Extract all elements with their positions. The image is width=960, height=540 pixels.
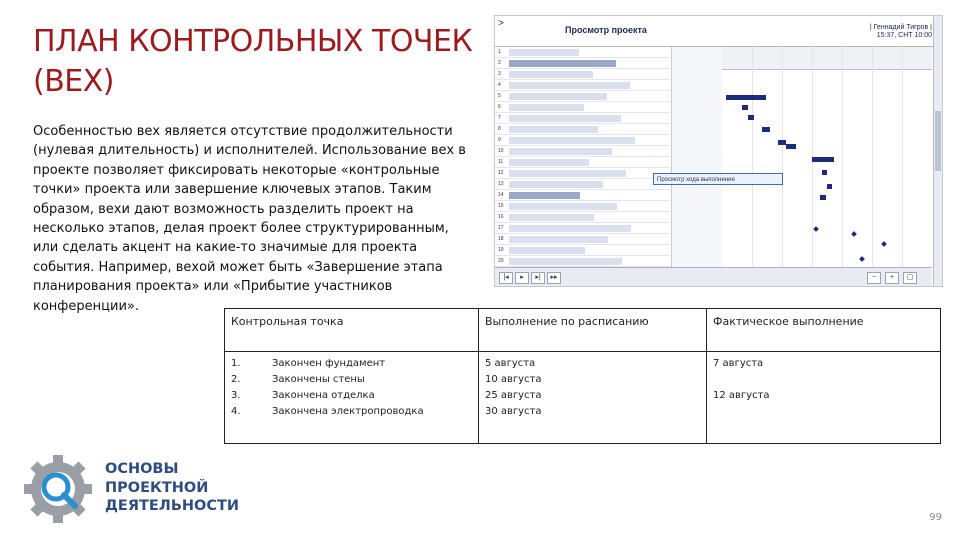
task-row[interactable] <box>495 135 670 146</box>
task-name-placeholder <box>509 192 580 199</box>
task-row[interactable] <box>495 47 670 58</box>
task-row[interactable] <box>495 80 670 91</box>
screenshot-user-info <box>852 24 932 40</box>
task-row-number: 13 <box>498 181 504 187</box>
gantt-bar <box>726 95 766 100</box>
actual-dates-cell <box>707 352 941 444</box>
task-row[interactable] <box>495 179 670 190</box>
screenshot-header <box>495 16 942 47</box>
logo-line-2: ПРОЕКТНОЙ <box>105 479 209 496</box>
task-row-number: 5 <box>498 93 501 99</box>
task-name-placeholder <box>509 71 593 78</box>
task-row[interactable] <box>495 58 670 69</box>
task-name-placeholder <box>509 93 607 100</box>
logo-line-1: ОСНОВЫ <box>105 461 179 477</box>
task-row[interactable] <box>495 256 670 267</box>
task-row-number: 7 <box>498 115 501 121</box>
screenshot-window-title: Просмотр проекта <box>565 25 647 35</box>
milestone-item <box>231 404 472 420</box>
gantt-milestone <box>813 226 819 232</box>
gear-tooth <box>53 455 63 467</box>
task-row-number: 11 <box>498 159 504 165</box>
task-row[interactable] <box>495 124 670 135</box>
actual-date: 12 августа <box>713 390 770 401</box>
scheduled-date: 30 августа <box>485 406 542 417</box>
task-name-placeholder <box>509 137 635 144</box>
first-page-icon[interactable]: |◂ <box>499 272 513 284</box>
header-actual: Фактическое выполнение <box>707 309 941 352</box>
slide-title: ПЛАН КОНТРОЛЬНЫХ ТОЧЕК (ВЕХ) <box>33 24 473 99</box>
slide-body-text: Особенностью вех является отсутствие продолжительности (нулевая длительность) и исполнителей. Использование вех в проекте позволяет фиксировать некоторые «контрольные точки» проекта или завершение ключевых этапов. Таким образом, вехи дают возможность разделить проект на несколько этапов, делая проект более структурированным, или сделать акцент на какие-то значимые для проекта события. Например, вехой может быть «Завершение этапа планирования проекта» или «Прибытие участников конференции». <box>33 124 466 314</box>
table-header-row <box>225 309 941 352</box>
task-name-placeholder <box>509 104 584 111</box>
task-row-number: 18 <box>498 236 504 242</box>
actual-date <box>713 372 934 388</box>
task-row[interactable] <box>495 212 670 223</box>
gantt-bar <box>827 184 832 189</box>
task-name-placeholder <box>509 203 617 210</box>
task-row-number: 16 <box>498 214 504 220</box>
screenshot-user-time: 15:37, СНТ 10:00 <box>876 32 932 39</box>
task-name-placeholder <box>509 236 608 243</box>
milestone-name: Закончен фундамент <box>272 358 386 369</box>
task-row[interactable] <box>495 69 670 80</box>
milestone-item <box>231 372 472 388</box>
task-row-number: 6 <box>498 104 501 110</box>
task-name-placeholder <box>509 258 622 265</box>
scheduled-dates-cell <box>479 352 707 444</box>
screenshot-bottom-toolbar <box>495 267 932 287</box>
task-row-number: 8 <box>498 126 501 132</box>
milestones-table <box>224 308 941 444</box>
zoom-in-icon[interactable]: + <box>885 272 899 284</box>
task-row-number: 4 <box>498 82 501 88</box>
header-milestone: Контрольная точка <box>225 309 479 352</box>
logo-text <box>105 460 305 516</box>
gantt-bar <box>742 105 748 110</box>
gantt-bar <box>822 170 827 175</box>
gantt-milestone <box>881 241 887 247</box>
task-row[interactable] <box>495 201 670 212</box>
task-row[interactable] <box>495 168 670 179</box>
task-name-placeholder <box>509 181 603 188</box>
task-row[interactable] <box>495 102 670 113</box>
scheduled-date: 25 августа <box>485 390 542 401</box>
milestone-number: 4. <box>231 406 241 417</box>
task-row-number: 17 <box>498 225 504 231</box>
task-row[interactable] <box>495 146 670 157</box>
play-icon[interactable]: ▸ <box>515 272 529 284</box>
task-name-placeholder <box>509 170 626 177</box>
gantt-milestone <box>851 231 857 237</box>
gantt-bar <box>820 195 826 200</box>
gantt-bar <box>748 115 754 120</box>
task-row-number: 10 <box>498 148 504 154</box>
task-row-number: 2 <box>498 60 501 66</box>
task-name-placeholder <box>509 214 594 221</box>
gantt-bar <box>786 144 796 149</box>
gantt-bar <box>812 157 834 162</box>
screenshot-icon-column <box>671 47 723 267</box>
actual-date <box>713 404 934 420</box>
task-name-placeholder <box>509 148 612 155</box>
task-row[interactable] <box>495 113 670 124</box>
screenshot-scrollbar[interactable] <box>933 16 942 286</box>
gear-tooth <box>53 511 63 523</box>
task-row-number: 15 <box>498 203 504 209</box>
milestone-name: Закончена электропроводка <box>272 406 424 417</box>
task-row-number: 12 <box>498 170 504 176</box>
task-row[interactable] <box>495 91 670 102</box>
table-row <box>225 352 941 444</box>
page-number: 99 <box>929 512 942 523</box>
task-name-placeholder <box>509 115 621 122</box>
task-row-number: 19 <box>498 247 504 253</box>
scheduled-date: 5 августа <box>485 358 536 369</box>
task-name-placeholder <box>509 126 598 133</box>
task-name-placeholder <box>509 225 631 232</box>
progress-tooltip: Просмотр хода выполнения <box>653 173 783 185</box>
last-icon[interactable]: ▸▸ <box>547 272 561 284</box>
screenshot-gantt-chart <box>722 47 932 267</box>
zoom-out-icon[interactable]: − <box>867 272 881 284</box>
task-name-placeholder <box>509 82 630 89</box>
gantt-milestone <box>859 256 865 262</box>
screenshot-user-name: | Геннадий Тигров | <box>869 24 932 31</box>
task-row-number: 3 <box>498 71 501 77</box>
milestone-name: Закончена отделка <box>272 390 375 401</box>
milestone-item <box>231 388 472 404</box>
actual-date: 7 августа <box>713 358 764 369</box>
expand-arrow-icon: > <box>498 18 504 29</box>
task-row-number: 14 <box>498 192 504 198</box>
task-row[interactable] <box>495 223 670 234</box>
milestone-name: Закончены стены <box>272 374 365 385</box>
milestone-list <box>231 356 472 420</box>
task-row[interactable] <box>495 234 670 245</box>
next-icon[interactable]: ▸| <box>531 272 545 284</box>
gear-tooth <box>80 484 92 494</box>
task-name-placeholder <box>509 49 579 56</box>
task-row[interactable] <box>495 245 670 256</box>
gantt-timescale <box>722 47 932 70</box>
gantt-bar <box>762 127 770 132</box>
scheduled-date: 10 августа <box>485 374 542 385</box>
milestone-number: 1. <box>231 358 241 369</box>
logo-line-3: ДЕЯТЕЛЬНОСТИ <box>105 498 240 514</box>
fit-icon[interactable]: ▢ <box>903 272 917 284</box>
gantt-bar <box>778 140 786 145</box>
task-row[interactable] <box>495 190 670 201</box>
milestone-item <box>231 356 472 372</box>
task-row-number: 20 <box>498 258 504 264</box>
task-name-placeholder <box>509 60 616 67</box>
task-row-number: 9 <box>498 137 501 143</box>
project-view-screenshot <box>494 15 943 287</box>
milestone-list-cell <box>225 352 479 444</box>
gear-magnifier-logo-icon <box>22 453 94 525</box>
task-name-placeholder <box>509 159 589 166</box>
milestone-number: 2. <box>231 374 241 385</box>
screenshot-task-list <box>495 47 670 267</box>
milestone-number: 3. <box>231 390 241 401</box>
task-name-placeholder <box>509 247 585 254</box>
task-row-number: 1 <box>498 49 501 55</box>
header-scheduled: Выполнение по расписанию <box>479 309 707 352</box>
task-row[interactable] <box>495 157 670 168</box>
gear-tooth <box>24 484 36 494</box>
